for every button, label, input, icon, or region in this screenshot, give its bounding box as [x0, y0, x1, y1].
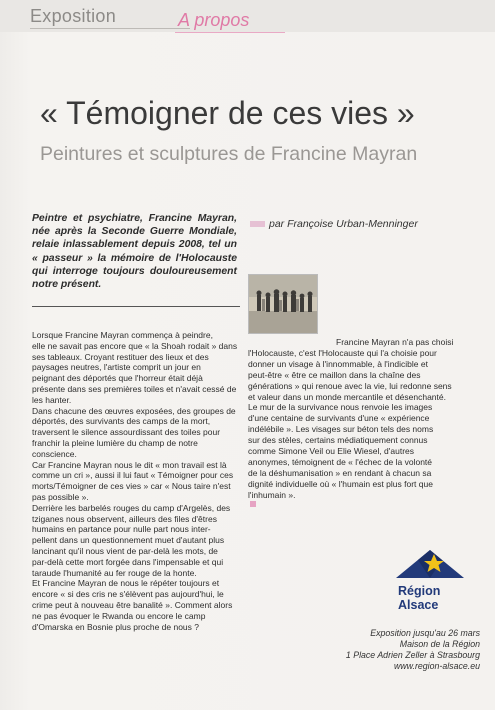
info-line: 1 Place Adrien Zeller à Strasbourg	[345, 650, 480, 660]
paragraph-line: taraude l'humanité au fer rouge de la honte.	[32, 567, 197, 578]
article-column-left	[32, 330, 239, 632]
byline-text: par Françoise Urban-Menninger	[269, 218, 418, 230]
paragraph-line: peignant des déportés que l'horreur était déjà	[32, 373, 203, 384]
article-subtitle: Peintures et sculptures de Francine Mayran	[40, 143, 418, 165]
paragraph-line: peut-être « être ce maillon dans la chaîne des	[248, 369, 421, 380]
section-underline	[30, 28, 190, 29]
paragraph-line: traversent le silence assourdissant des toiles pour	[32, 427, 221, 438]
paragraph-line: lancinant qu'il nous vient de par-delà les mots, de	[32, 545, 218, 556]
subsection-label: A propos	[178, 10, 250, 30]
byline	[250, 218, 480, 230]
paragraph-line: générations » qui renoue avec la vie, lui redonne sens	[248, 380, 452, 391]
subsection-underline	[175, 32, 285, 33]
paragraph-line: tziganes nous observent, ailleurs des files d'êtres	[32, 513, 217, 524]
paragraph-line: conscience.	[32, 448, 77, 459]
paragraph-line: Francine Mayran n'a pas choisi	[336, 337, 454, 347]
end-of-article-marker	[250, 501, 256, 507]
paragraph-line: Le mur de la survivance nous renvoie les images	[248, 402, 433, 413]
paragraph-line: ne pas évoquer le Rwanda ou encore le camp	[32, 610, 206, 621]
paragraph-line: d'Omarska en Bosnie plus proche de nous ?	[32, 621, 199, 632]
exhibition-info	[300, 628, 480, 672]
paragraph-line: présente dans ses premières toiles et n'avait cessé de	[32, 383, 237, 394]
article-title: « Témoigner de ces vies »	[40, 95, 415, 131]
paragraph-line: sur des stèles, certains médiatiquement connus	[248, 435, 428, 446]
paragraph-line: déportés, des survivants des camps de la mort,	[32, 416, 211, 427]
paragraph-line: dignité individuelle où « l'humain est plus fort que	[248, 478, 433, 489]
paragraph-line: d'une centaine de survivants d'une « expérience	[248, 413, 430, 424]
paragraph-line: anonymes, témoignent de « l'échec de la volonté	[248, 456, 433, 467]
paragraph-line: paysages neutres, l'artiste comprit un jour en	[32, 362, 201, 373]
byline-marker	[250, 221, 265, 227]
paragraph-line: et valeur dans un monde mercantile et désenchanté.	[248, 391, 446, 402]
article-intro: Peintre et psychiatre, Francine Mayran, née après la Seconde Guerre Mondiale, relaie inlassablement depuis 2008, tel un « passeur » la mémoire de l'Holocauste qui interroge toujours douloureusement notre présent.	[32, 213, 237, 291]
deportees-painting-image	[249, 275, 317, 333]
paragraph-line: par-delà cette mort forgée dans l'impensable et qui	[32, 556, 224, 567]
paragraph-line: elle ne savait pas encore que « la Shoah rodait » dans	[32, 340, 238, 351]
paragraph-line: crime peut à nouveau être banalité ». Comment alors	[32, 599, 233, 610]
paragraph-line: Car Francine Mayran nous le dit « mon travail est là	[32, 459, 227, 470]
logo-text-alsace: Alsace	[398, 598, 439, 612]
paragraph-line: de la déshumanisation » en rendant à chacun sa	[248, 467, 432, 478]
logo-text-region: Région	[398, 584, 441, 598]
paragraph-line: encore « si des cris ne s'élèvent pas aujourd'hui, le	[32, 589, 224, 600]
paragraph-line: les hanter.	[32, 394, 72, 405]
paragraph-line: Dans chacune des œuvres exposées, des groupes de	[32, 405, 236, 416]
paragraph-line: Derrière les barbelés rouges du camp d'Argelès, des	[32, 502, 231, 513]
article-column-right	[248, 337, 480, 507]
paragraph-line: indélébile ». Les visages sur béton tels des noms	[248, 424, 434, 435]
info-line: Maison de la Région	[399, 639, 480, 649]
paragraph-line: pas possible ».	[32, 491, 89, 502]
paragraph-line: donner un visage à l'innommable, à l'indicible et	[248, 358, 428, 369]
paragraph-line: ses tableaux. Croyant restituer des lieux et des	[32, 351, 209, 362]
paragraph-line: comme un cri », aussi il lui faut « Témoigner pour ces	[32, 470, 234, 481]
paragraph-line: Et Francine Mayran de nous le répéter toujours et	[32, 578, 220, 589]
info-line: Exposition jusqu'au 26 mars	[370, 628, 480, 638]
paragraph-line: l'Holocauste, c'est l'Holocauste qui l'a choisie pour	[248, 347, 437, 358]
paragraph-line: comme Simone Veil ou Elie Wiesel, d'autres	[248, 446, 415, 457]
bleed-through-texture	[345, 40, 495, 340]
paragraph-line: franchir la pleine lumière du champ de notre	[32, 437, 198, 448]
artwork-photo	[248, 274, 318, 334]
paragraph-line-last	[248, 490, 480, 507]
section-label: Exposition	[30, 6, 117, 26]
paragraph-line: humains en partance pour nulle part nous inter-	[32, 524, 211, 535]
paragraph-line: pellent dans un questionnement muet d'autant plus	[32, 535, 225, 546]
intro-divider	[32, 306, 240, 307]
info-website-link[interactable]: www.region-alsace.eu	[393, 661, 480, 671]
paragraph-line: morts/Témoigner de ces vies » car « Nous taire n'est	[32, 481, 231, 492]
paragraph-line: Lorsque Francine Mayran commença à peindre,	[32, 330, 213, 340]
paragraph-line: l'inhumain ».	[248, 489, 296, 500]
